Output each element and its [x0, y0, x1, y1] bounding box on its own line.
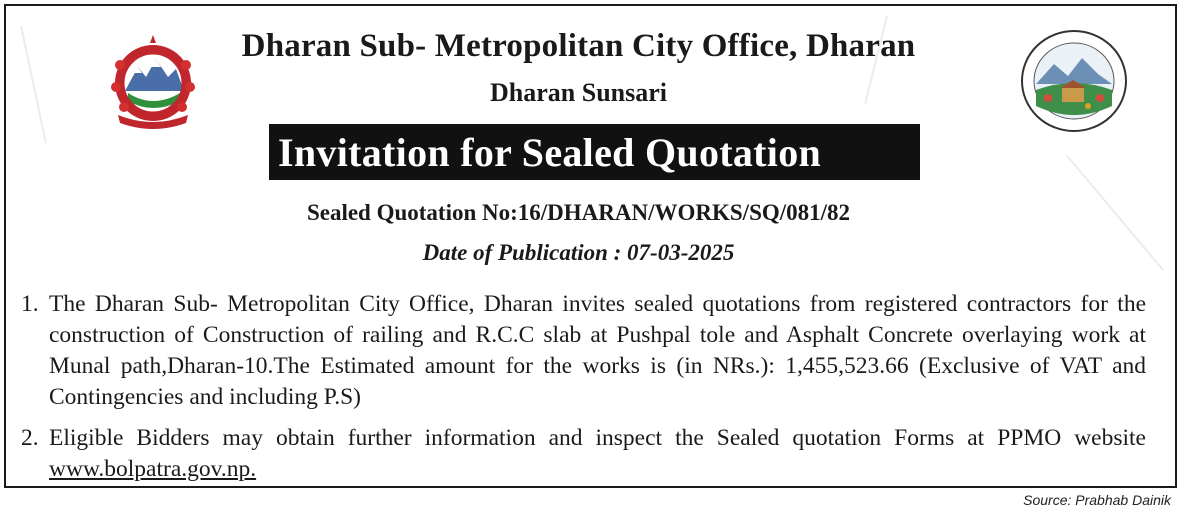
office-subtitle: Dharan Sunsari	[490, 78, 667, 107]
notice-frame	[4, 4, 1177, 488]
notice-banner-text: Invitation for Sealed Quotation	[278, 129, 822, 175]
office-title: Dharan Sub- Metropolitan City Office, Dharan	[241, 28, 916, 64]
clause-item	[21, 423, 1146, 485]
notice-banner	[269, 124, 920, 180]
bolpatra-link[interactable]: www.bolpatra.gov.np.	[49, 456, 257, 482]
clause-text-body: Eligible Bidders may obtain further information and inspect the Sealed quotation Forms at PPMO website	[49, 425, 1146, 451]
clause-text	[49, 423, 1146, 485]
clause-number: 1.	[21, 291, 39, 317]
clause-number: 2.	[21, 425, 39, 451]
clause-item	[21, 289, 1146, 413]
clause-text: The Dharan Sub- Metropolitan City Office, Dharan invites sealed quotations from registered contractors for the construction of Construction of railing and R.C.C slab at Pushpal tole and Asphalt Concrete overlaying work at Munal path,Dharan-10.The Estimated amount for the works is (in NRs.): 1,455,523.66 (Exclusive of VAT and Contingencies and including P.S)	[49, 291, 1146, 410]
publication-date: Date of Publication : 07-03-2025	[422, 240, 735, 265]
source-credit: Source: Prabhab Dainik	[1023, 492, 1171, 508]
quotation-reference: Sealed Quotation No:16/DHARAN/WORKS/SQ/081/82	[306, 200, 851, 225]
